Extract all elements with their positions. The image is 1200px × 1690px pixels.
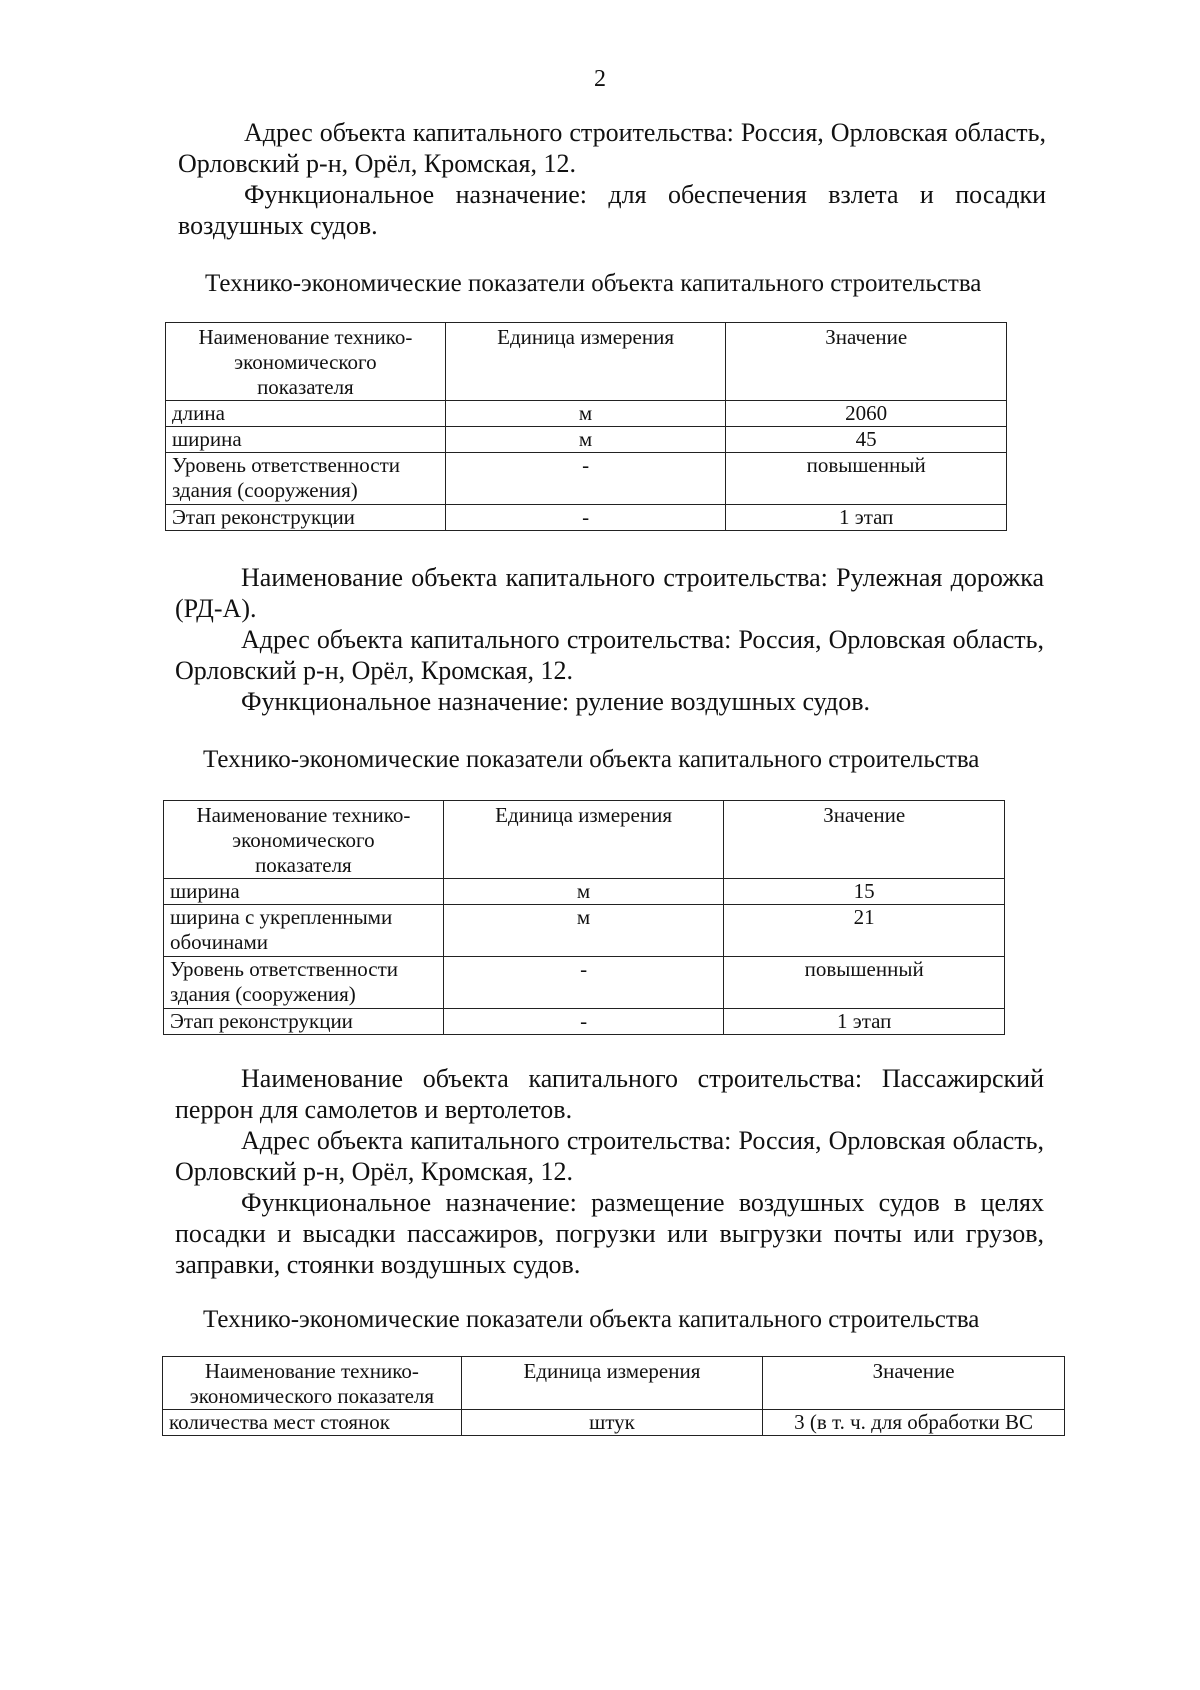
table1-row3-unit: - xyxy=(445,453,726,505)
table3-header-row xyxy=(163,1357,1065,1410)
table-row xyxy=(166,427,1007,453)
section3-name: Наименование объекта капитального строительства: Пассажирский перрон для самолетов и вертолетов. xyxy=(175,1064,1044,1124)
table1-row1-unit: м xyxy=(445,401,726,427)
section2-address: Адрес объекта капитального строительства: Россия, Орловская область, Орловский р-н, Орёл, Кромская, 12. xyxy=(175,625,1044,685)
table-row xyxy=(166,505,1007,531)
page-number: 2 xyxy=(594,66,606,92)
table1-row4-unit: - xyxy=(445,505,726,531)
table3-header-unit: Единица измерения xyxy=(461,1357,762,1410)
table3-header-name: Наименование технико-экономического показателя xyxy=(163,1357,462,1410)
table1-title: Технико-экономические показатели объекта капитального строительства xyxy=(205,270,982,297)
section3-address: Адрес объекта капитального строительства: Россия, Орловская область, Орловский р-н, Орёл, Кромская, 12. xyxy=(175,1126,1044,1186)
section3-function: Функциональное назначение: размещение воздушных судов в целях посадки и высадки пассажиров, погрузки или выгрузки почты или грузов, заправки, стоянки воздушных судов. xyxy=(175,1188,1044,1279)
table-row xyxy=(164,1009,1005,1035)
table2-row2-value: 21 xyxy=(724,905,1005,957)
table1-row2-name: ширина xyxy=(166,427,446,453)
table2-header-value: Значение xyxy=(724,801,1005,879)
table3-row1-value: 3 (в т. ч. для обработки ВС xyxy=(763,1410,1065,1436)
table2-row3-name: Уровень ответственности здания (сооружения) xyxy=(164,957,444,1009)
table1-row1-value: 2060 xyxy=(726,401,1007,427)
table1-row1-name: длина xyxy=(166,401,446,427)
table1-header-value: Значение xyxy=(726,323,1007,401)
table2-row2-name: ширина с укрепленными обочинами xyxy=(164,905,444,957)
table2-row4-value: 1 этап xyxy=(724,1009,1005,1035)
table3 xyxy=(162,1356,1065,1436)
table1-row2-value: 45 xyxy=(726,427,1007,453)
table1-row2-unit: м xyxy=(445,427,726,453)
section2-function: Функциональное назначение: руление воздушных судов. xyxy=(241,687,871,716)
table1 xyxy=(165,322,1007,531)
table1-header-unit: Единица измерения xyxy=(445,323,726,401)
table2-row4-name: Этап реконструкции xyxy=(164,1009,444,1035)
table2-header-name: Наименование технико-экономического показателя xyxy=(164,801,444,879)
table2-row1-value: 15 xyxy=(724,879,1005,905)
section1-address: Адрес объекта капитального строительства: Россия, Орловская область, Орловский р-н, Орёл, Кромская, 12. xyxy=(178,118,1046,178)
table2-header-unit: Единица измерения xyxy=(443,801,724,879)
table3-header-value: Значение xyxy=(763,1357,1065,1410)
table2-title: Технико-экономические показатели объекта капитального строительства xyxy=(203,746,980,773)
table1-header-row xyxy=(166,323,1007,401)
table2-row4-unit: - xyxy=(443,1009,724,1035)
table-row xyxy=(164,905,1005,957)
table2-row1-unit: м xyxy=(443,879,724,905)
table-row xyxy=(164,957,1005,1009)
table-row xyxy=(166,453,1007,505)
table3-row1-unit: штук xyxy=(461,1410,762,1436)
table2-row2-unit: м xyxy=(443,905,724,957)
section2-name: Наименование объекта капитального строительства: Рулежная дорожка (РД-А). xyxy=(175,563,1044,623)
table1-row4-value: 1 этап xyxy=(726,505,1007,531)
table1-row3-value: повышенный xyxy=(726,453,1007,505)
table-row xyxy=(164,879,1005,905)
table2-row3-unit: - xyxy=(443,957,724,1009)
table1-header-name: Наименование технико-экономического показателя xyxy=(166,323,446,401)
table2 xyxy=(163,800,1005,1035)
table2-header-row xyxy=(164,801,1005,879)
table2-row3-value: повышенный xyxy=(724,957,1005,1009)
section1-function: Функциональное назначение: для обеспечения взлета и посадки воздушных судов. xyxy=(178,180,1046,240)
table-row xyxy=(166,401,1007,427)
table3-row1-name: количества мест стоянок xyxy=(163,1410,462,1436)
table1-row4-name: Этап реконструкции xyxy=(166,505,446,531)
table2-row1-name: ширина xyxy=(164,879,444,905)
table1-row3-name: Уровень ответственности здания (сооружения) xyxy=(166,453,446,505)
table-row xyxy=(163,1410,1065,1436)
table3-title: Технико-экономические показатели объекта капитального строительства xyxy=(203,1306,980,1333)
